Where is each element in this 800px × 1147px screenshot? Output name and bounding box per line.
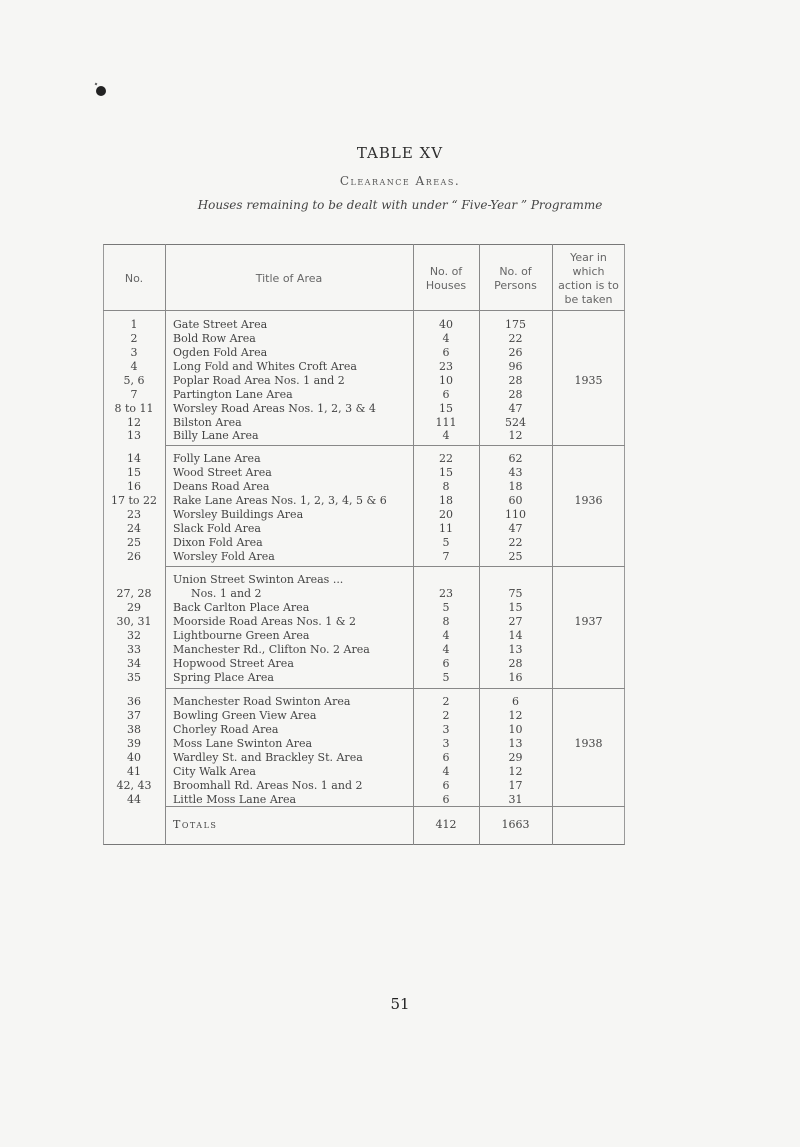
row-persons: 110 <box>505 508 526 521</box>
row-title: Billy Lane Area <box>173 429 259 442</box>
row-houses: 11 <box>439 522 453 535</box>
row-no: 34 <box>127 657 141 670</box>
row-persons: 62 <box>508 452 523 465</box>
row-no: 5, 6 <box>123 374 145 387</box>
table-subtitle: Clearance Areas. <box>339 174 461 188</box>
row-title: Worsley Road Areas Nos. 1, 2, 3 & 4 <box>173 402 376 415</box>
row-persons: 96 <box>508 360 523 373</box>
header-rule <box>103 310 625 311</box>
row-houses: 3 <box>442 723 450 736</box>
row-no: 35 <box>127 671 141 684</box>
totals-houses: 412 <box>435 818 457 831</box>
row-persons: 28 <box>508 388 523 401</box>
row-houses: 4 <box>442 765 450 778</box>
row-title: Manchester Road Swinton Area <box>173 695 351 708</box>
group-rule <box>165 688 625 689</box>
row-title: Bold Row Area <box>173 332 256 345</box>
row-no: 16 <box>127 480 141 493</box>
header-houses-line1: No. of <box>429 265 463 278</box>
row-persons: 75 <box>508 587 523 600</box>
row-title: Back Carlton Place Area <box>173 601 310 614</box>
row-no: 12 <box>127 416 141 429</box>
row-title: Manchester Rd., Clifton No. 2 Area <box>173 643 370 656</box>
row-title: Wood Street Area <box>173 466 272 479</box>
table-caption: Houses remaining to be dealt with under “ Five-Year ” Programme <box>197 198 603 212</box>
row-no: 44 <box>127 793 141 806</box>
column-rule <box>165 244 166 845</box>
row-houses: 111 <box>435 416 457 429</box>
header-year-line4: be taken <box>564 293 613 306</box>
row-persons: 13 <box>508 737 523 750</box>
row-persons: 15 <box>508 601 523 614</box>
ink-blot-mark <box>92 82 108 98</box>
group-year: 1938 <box>574 737 603 750</box>
row-title: Partington Lane Area <box>173 388 293 401</box>
row-persons: 22 <box>508 332 523 345</box>
row-houses: 22 <box>439 452 453 465</box>
row-persons: 16 <box>508 671 523 684</box>
row-no: 23 <box>127 508 141 521</box>
row-houses: 15 <box>439 466 453 479</box>
row-houses: 6 <box>442 793 450 806</box>
row-title: Dixon Fold Area <box>173 536 263 549</box>
row-title: Union Street Swinton Areas ... <box>173 573 344 586</box>
row-title: Poplar Road Area Nos. 1 and 2 <box>173 374 345 387</box>
row-title: Little Moss Lane Area <box>173 793 297 806</box>
row-persons: 14 <box>508 629 523 642</box>
row-houses: 3 <box>442 737 450 750</box>
row-houses: 4 <box>442 643 450 656</box>
row-persons: 47 <box>508 522 523 535</box>
row-houses: 6 <box>442 388 450 401</box>
row-no: 27, 28 <box>116 587 152 600</box>
row-title: Deans Road Area <box>173 480 270 493</box>
row-houses: 4 <box>442 332 450 345</box>
row-persons: 29 <box>508 751 523 764</box>
header-persons-line2: Persons <box>494 279 537 292</box>
header-persons-line1: No. of <box>499 265 532 278</box>
group-year: 1937 <box>574 615 603 628</box>
row-persons: 22 <box>508 536 523 549</box>
row-no: 24 <box>127 522 141 535</box>
row-no: 32 <box>127 629 141 642</box>
row-houses: 5 <box>442 536 450 549</box>
row-houses: 2 <box>442 709 450 722</box>
row-persons: 12 <box>508 765 523 778</box>
row-no: 13 <box>127 429 141 442</box>
row-persons: 60 <box>508 494 523 507</box>
row-title: Moss Lane Swinton Area <box>173 737 313 750</box>
row-no: 38 <box>127 723 141 736</box>
row-houses: 23 <box>439 360 453 373</box>
row-title: Bilston Area <box>173 416 242 429</box>
row-no: 37 <box>127 709 141 722</box>
row-houses: 6 <box>442 346 450 359</box>
row-persons: 25 <box>508 550 523 563</box>
row-persons: 524 <box>505 416 526 429</box>
row-persons: 43 <box>508 466 523 479</box>
row-title: Hopwood Street Area <box>173 657 294 670</box>
row-persons: 13 <box>508 643 523 656</box>
row-title: Worsley Buildings Area <box>173 508 304 521</box>
header-year-line2: which <box>572 265 605 278</box>
row-title: Folly Lane Area <box>173 452 261 465</box>
row-no: 14 <box>127 452 141 465</box>
totals-persons: 1663 <box>501 818 530 831</box>
totals-label: Totals <box>173 818 218 831</box>
row-houses: 8 <box>442 480 450 493</box>
group-year: 1936 <box>574 494 603 507</box>
row-persons: 17 <box>508 779 523 792</box>
group-rule <box>165 445 625 446</box>
page-number: 51 <box>390 995 410 1013</box>
row-title: Broomhall Rd. Areas Nos. 1 and 2 <box>173 779 363 792</box>
row-no: 42, 43 <box>116 779 152 792</box>
row-no: 33 <box>127 643 141 656</box>
row-no: 36 <box>127 695 141 708</box>
row-houses: 6 <box>442 657 450 670</box>
row-no: 39 <box>127 737 141 750</box>
row-persons: 28 <box>508 374 523 387</box>
row-title: Moorside Road Areas Nos. 1 & 2 <box>173 615 357 628</box>
row-persons: 18 <box>508 480 523 493</box>
row-no: 7 <box>130 388 138 401</box>
row-no: 41 <box>127 765 141 778</box>
row-houses: 18 <box>439 494 453 507</box>
row-title: Lightbourne Green Area <box>173 629 310 642</box>
row-no: 2 <box>130 332 138 345</box>
row-no: 3 <box>130 346 138 359</box>
row-title: Chorley Road Area <box>173 723 279 736</box>
row-title: City Walk Area <box>173 765 256 778</box>
row-houses: 4 <box>442 429 450 442</box>
row-houses: 8 <box>442 615 450 628</box>
row-title: Spring Place Area <box>173 671 274 684</box>
row-persons: 28 <box>508 657 523 670</box>
header-year-line3: action is to <box>558 279 619 292</box>
row-persons: 6 <box>512 695 519 708</box>
group-year: 1935 <box>574 374 603 387</box>
row-houses: 15 <box>439 402 453 415</box>
row-houses: 10 <box>439 374 453 387</box>
header-houses-line2: Houses <box>425 279 467 292</box>
row-title: Slack Fold Area <box>173 522 261 535</box>
row-persons: 10 <box>508 723 523 736</box>
header-no: No. <box>124 272 144 285</box>
row-persons: 31 <box>508 793 523 806</box>
row-houses: 40 <box>439 318 453 331</box>
row-houses: 23 <box>439 587 453 600</box>
table-title: TABLE XV <box>356 144 444 162</box>
row-no: 1 <box>130 318 138 331</box>
column-rule <box>552 244 553 845</box>
row-no: 15 <box>127 466 141 479</box>
row-title: Ogden Fold Area <box>173 346 268 359</box>
row-title: Nos. 1 and 2 <box>191 587 262 600</box>
row-houses: 20 <box>439 508 453 521</box>
row-persons: 12 <box>508 429 523 442</box>
row-houses: 2 <box>442 695 450 708</box>
row-houses: 5 <box>442 671 450 684</box>
group-rule <box>165 566 625 567</box>
header-title: Title of Area <box>255 272 323 285</box>
row-title: Worsley Fold Area <box>173 550 275 563</box>
row-no: 30, 31 <box>116 615 152 628</box>
row-no: 17 to 22 <box>110 494 158 507</box>
row-no: 40 <box>127 751 141 764</box>
row-houses: 4 <box>442 629 450 642</box>
row-persons: 27 <box>508 615 523 628</box>
row-persons: 12 <box>508 709 523 722</box>
row-no: 8 to 11 <box>114 402 154 415</box>
row-title: Bowling Green View Area <box>173 709 317 722</box>
row-no: 25 <box>127 536 141 549</box>
row-houses: 6 <box>442 751 450 764</box>
row-houses: 7 <box>442 550 450 563</box>
row-houses: 5 <box>442 601 450 614</box>
row-no: 29 <box>127 601 141 614</box>
row-persons: 26 <box>508 346 523 359</box>
totals-rule <box>165 806 625 807</box>
row-title: Long Fold and Whites Croft Area <box>173 360 357 373</box>
header-year-line1: Year in <box>570 251 607 264</box>
row-no: 26 <box>127 550 141 563</box>
row-persons: 47 <box>508 402 523 415</box>
row-title: Rake Lane Areas Nos. 1, 2, 3, 4, 5 & 6 <box>173 494 387 507</box>
row-title: Wardley St. and Brackley St. Area <box>173 751 363 764</box>
row-houses: 6 <box>442 779 450 792</box>
row-no: 4 <box>130 360 138 373</box>
row-title: Gate Street Area <box>173 318 268 331</box>
row-persons: 175 <box>505 318 526 331</box>
